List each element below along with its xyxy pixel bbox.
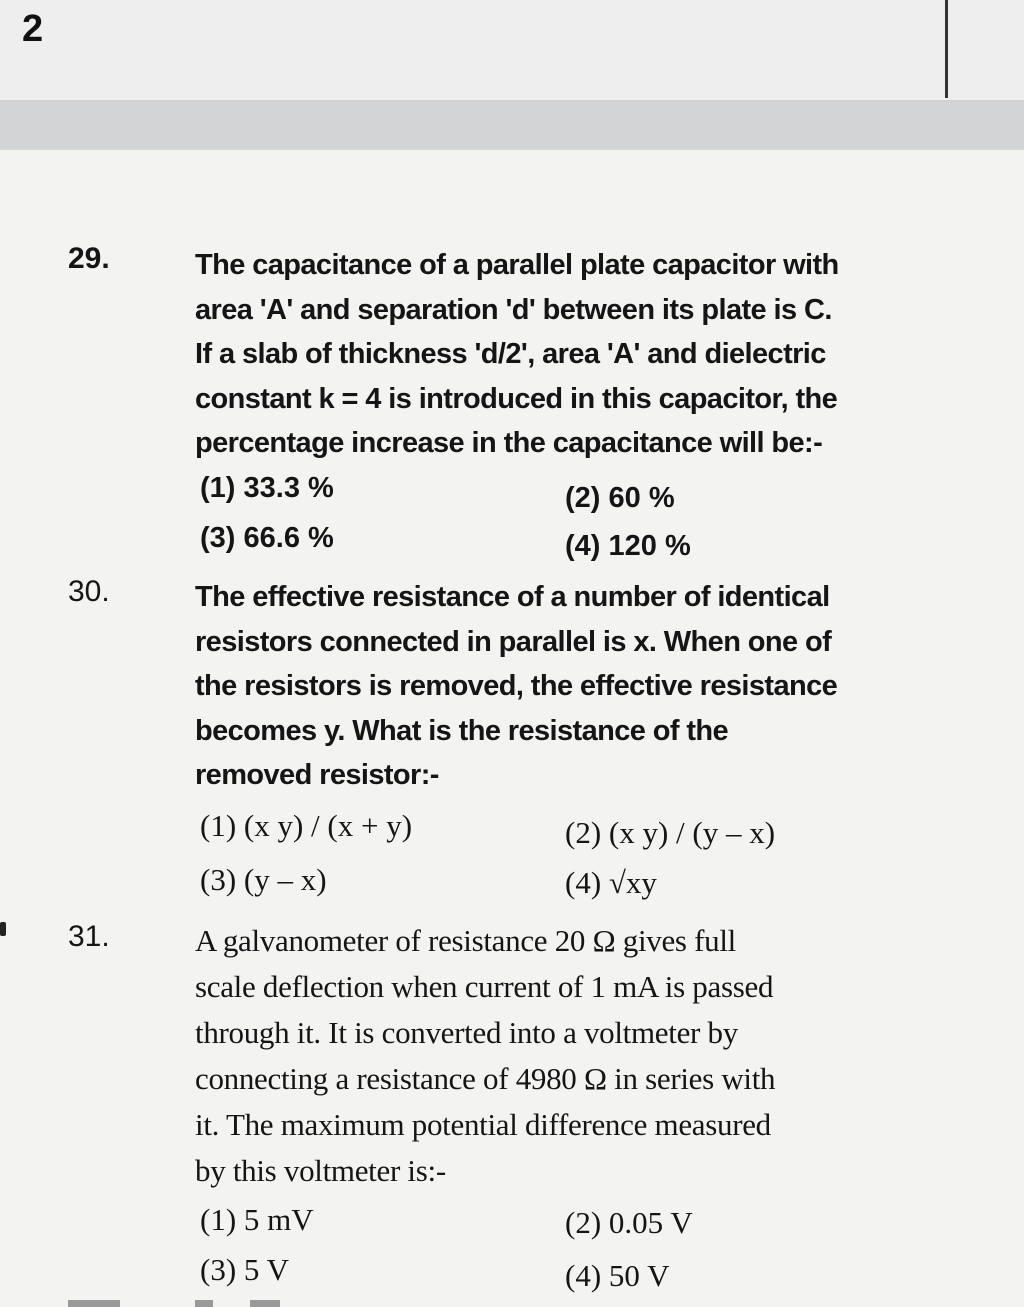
question-line: A galvanometer of resistance 20 Ω gives full — [195, 923, 736, 958]
option-3: (3) 66.6 % — [200, 522, 334, 554]
question-number: 29. — [68, 242, 110, 275]
question-line: If a slab of thickness 'd/2', area 'A' and dielectric — [195, 338, 826, 370]
page-edge-line — [945, 0, 948, 98]
page-gap — [0, 102, 1024, 150]
question-line: constant k = 4 is introduced in this capacitor, the — [195, 382, 838, 415]
question-number: 31. — [68, 920, 110, 953]
question-line: by this voltmeter is:- — [195, 1153, 446, 1188]
question-line: the resistors is removed, the effective resistance — [195, 670, 838, 702]
question-line: area 'A' and separation 'd' between its plate is C. — [195, 293, 832, 326]
question-text — [195, 575, 930, 798]
option-2: (2) (x y) / (y – x) — [565, 815, 776, 850]
question-line: removed resistor:- — [195, 759, 439, 791]
option-1: (1) 5 mV — [200, 1202, 314, 1237]
question-line: becomes y. What is the resistance of the — [195, 714, 729, 747]
question-line: it. The maximum potential difference measured — [195, 1107, 771, 1142]
option-1: (1) (x y) / (x + y) — [200, 808, 413, 843]
question-text — [195, 243, 930, 466]
previous-page-strip — [0, 0, 1024, 102]
option-1: (1) 33.3 % — [200, 472, 334, 504]
page-number: 2 — [22, 8, 44, 50]
option-3: (3) 5 V — [200, 1252, 289, 1287]
option-4: (4) √xy — [565, 865, 657, 900]
question-line: percentage increase in the capacitance will be:- — [195, 427, 823, 459]
question-line: connecting a resistance of 4980 Ω in series with — [195, 1061, 776, 1096]
question-line: scale deflection when current of 1 mA is passed — [195, 969, 774, 1004]
margin-mark — [0, 922, 6, 936]
option-3: (3) (y – x) — [200, 862, 327, 897]
question-line: The effective resistance of a number of identical — [195, 581, 830, 613]
option-2: (2) 60 % — [565, 482, 675, 514]
question-line: resistors connected in parallel is x. When one of — [195, 625, 832, 658]
option-4: (4) 50 V — [565, 1258, 670, 1293]
option-2: (2) 0.05 V — [565, 1205, 693, 1240]
question-text — [195, 918, 930, 1194]
question-number: 30. — [68, 575, 110, 608]
option-4: (4) 120 % — [565, 530, 691, 562]
question-line: through it. It is converted into a voltmeter by — [195, 1015, 738, 1050]
question-line: The capacitance of a parallel plate capacitor with — [195, 249, 839, 281]
